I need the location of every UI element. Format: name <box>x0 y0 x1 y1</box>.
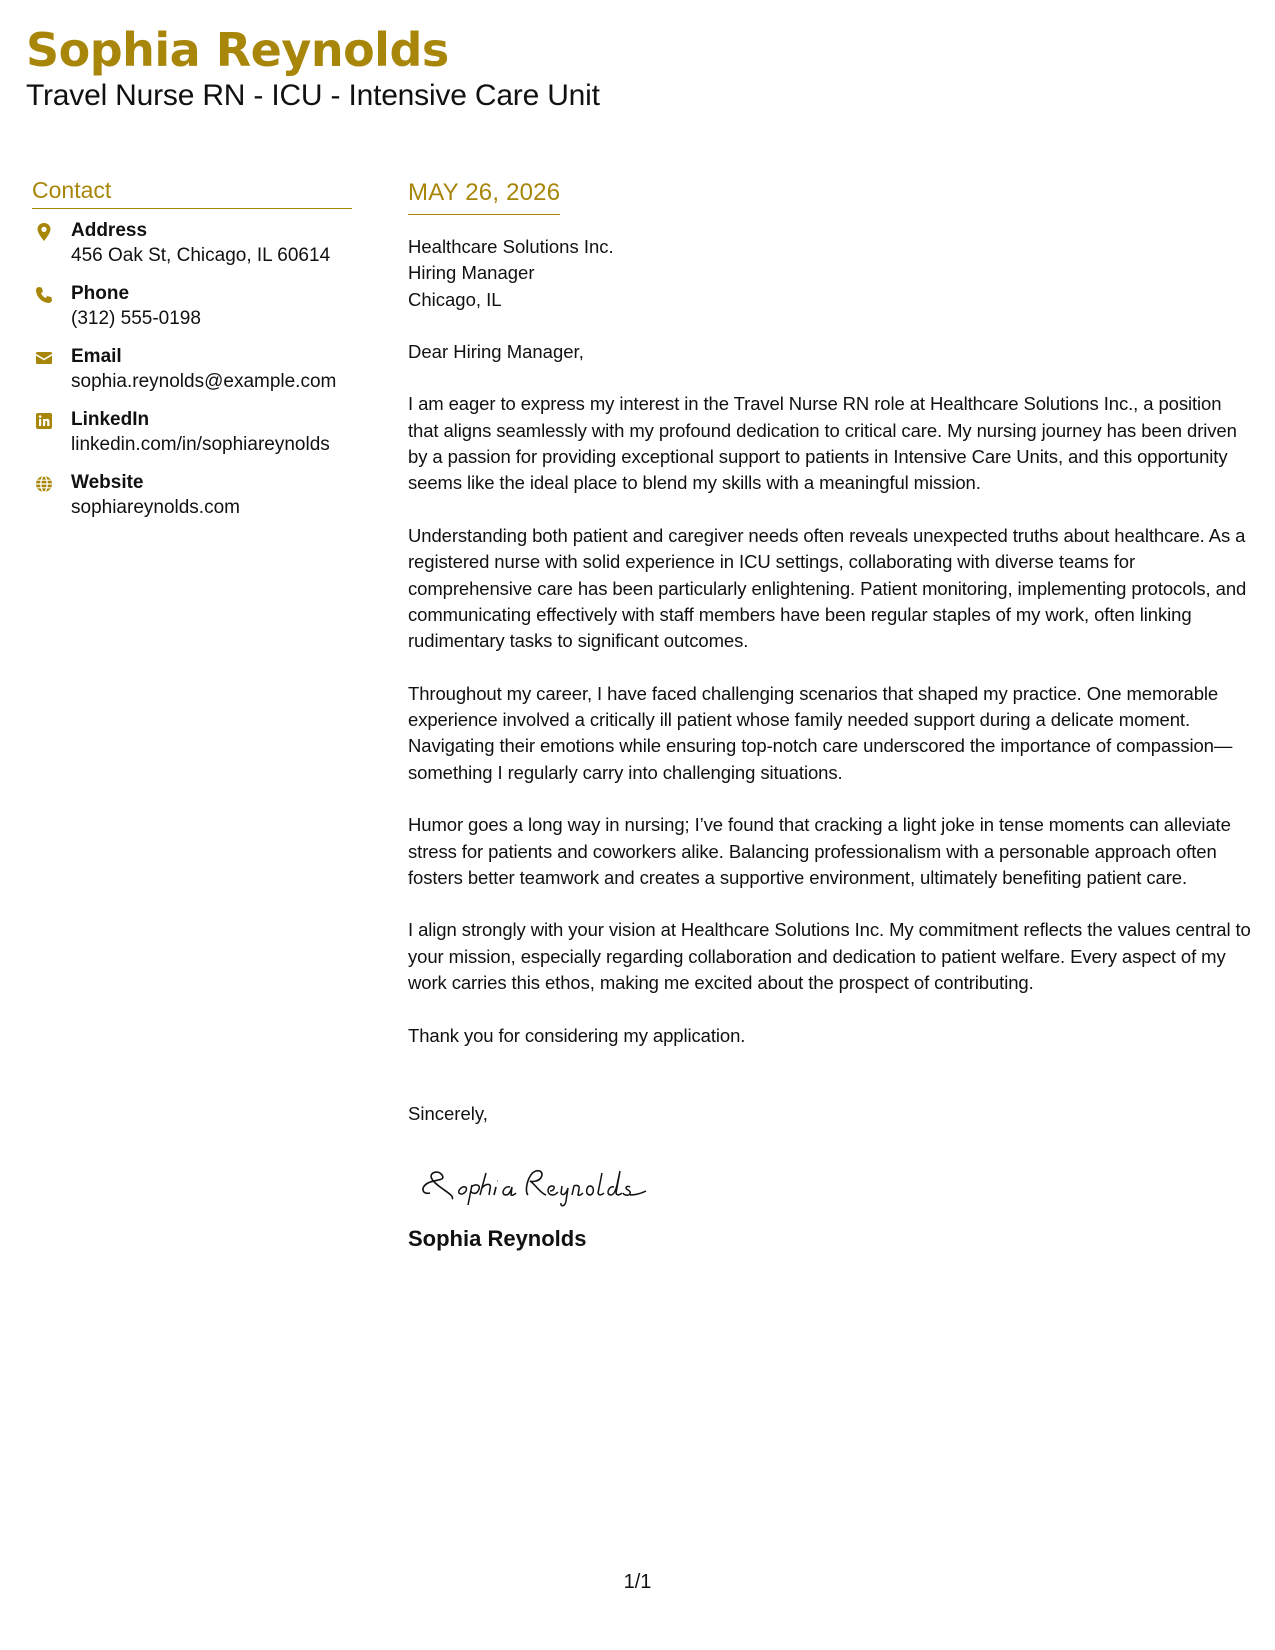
handwritten-signature <box>416 1155 666 1211</box>
contact-item-address <box>32 219 352 282</box>
address-value: 456 Oak St, Chicago, IL 60614 <box>71 245 331 266</box>
website-value[interactable]: sophiareynolds.com <box>71 497 240 518</box>
letter-paragraph: I am eager to express my interest in the Travel Nurse RN role at Healthcare Solutions Inc., a position that aligns seamlessly with my profound dedication to critical care. My nursing journey has been driven by a passion for providing exceptional support to patients in Intensive Care Units, and this opportunity seems like the ideal place to blend my skills with a meaningful mission. <box>408 393 1237 494</box>
contact-item-linkedin <box>32 408 352 471</box>
contact-label: Address <box>71 220 148 241</box>
envelope-icon <box>34 348 54 368</box>
signed-name: Sophia Reynolds <box>408 1226 587 1252</box>
recipient-role: Hiring Manager <box>408 262 535 284</box>
contact-label: Email <box>71 346 122 367</box>
recipient-location: Chicago, IL <box>408 288 502 310</box>
phone-value: (312) 555-0198 <box>71 308 201 329</box>
letter-paragraph: I align strongly with your vision at Healthcare Solutions Inc. My commitment reflects the values central to your mission, especially regarding collaboration and dedication to patient welfare. Every aspect of my work carries this ethos, making me excited about the prospect of contributing. <box>408 919 1251 994</box>
applicant-title: Travel Nurse RN - ICU - Intensive Care Unit <box>26 79 600 112</box>
linkedin-value[interactable]: linkedin.com/in/sophiareynolds <box>71 434 330 455</box>
contact-label: Website <box>71 472 144 493</box>
contact-heading: Contact <box>32 176 352 209</box>
contact-label: LinkedIn <box>71 409 150 430</box>
contact-item-website <box>32 471 352 534</box>
letter-paragraph: Thank you for considering my application. <box>408 1024 746 1046</box>
recipient-block <box>408 234 1253 313</box>
location-pin-icon <box>34 222 54 242</box>
salutation: Dear Hiring Manager, <box>408 340 584 362</box>
page-number: 1/1 <box>623 1571 652 1593</box>
cover-letter-body <box>408 178 1253 1253</box>
contact-item-email <box>32 345 352 408</box>
letter-paragraph: Throughout my career, I have faced challenging scenarios that shaped my practice. One memorable experience involved a critically ill patient whose family needed support during a delicate moment. Navigating their emotions while ensuring top-notch care underscored the importance of compassion—something I regularly carry into challenging situations. <box>408 682 1233 783</box>
recipient-company: Healthcare Solutions Inc. <box>408 236 614 257</box>
letter-date: MAY 26, 2026 <box>408 178 560 215</box>
globe-icon <box>34 474 54 494</box>
contact-sidebar <box>32 176 352 534</box>
resume-header <box>26 22 600 114</box>
applicant-name: Sophia Reynolds <box>26 23 449 77</box>
email-value[interactable]: sophia.reynolds@example.com <box>71 371 337 392</box>
letter-paragraph: Understanding both patient and caregiver needs often reveals unexpected truths about healthcare. As a registered nurse with solid experience in ICU settings, collaborating with diverse teams for comprehensive care has been particularly enlightening. Patient monitoring, implementing protocols, and communicating effectively with staff members have been regular staples of my work, often linking rudimentary tasks to significant outcomes. <box>408 524 1247 652</box>
contact-label: Phone <box>71 283 130 304</box>
closing: Sincerely, <box>408 1102 488 1124</box>
contact-item-phone <box>32 282 352 345</box>
linkedin-icon <box>34 411 54 431</box>
phone-icon <box>34 285 54 305</box>
letter-paragraph: Humor goes a long way in nursing; I’ve found that cracking a light joke in tense moments can alleviate stress for patients and coworkers alike. Balancing professionalism with a personable approach often fosters better teamwork and creates a supportive environment, ultimately benefiting patient care. <box>408 814 1231 888</box>
